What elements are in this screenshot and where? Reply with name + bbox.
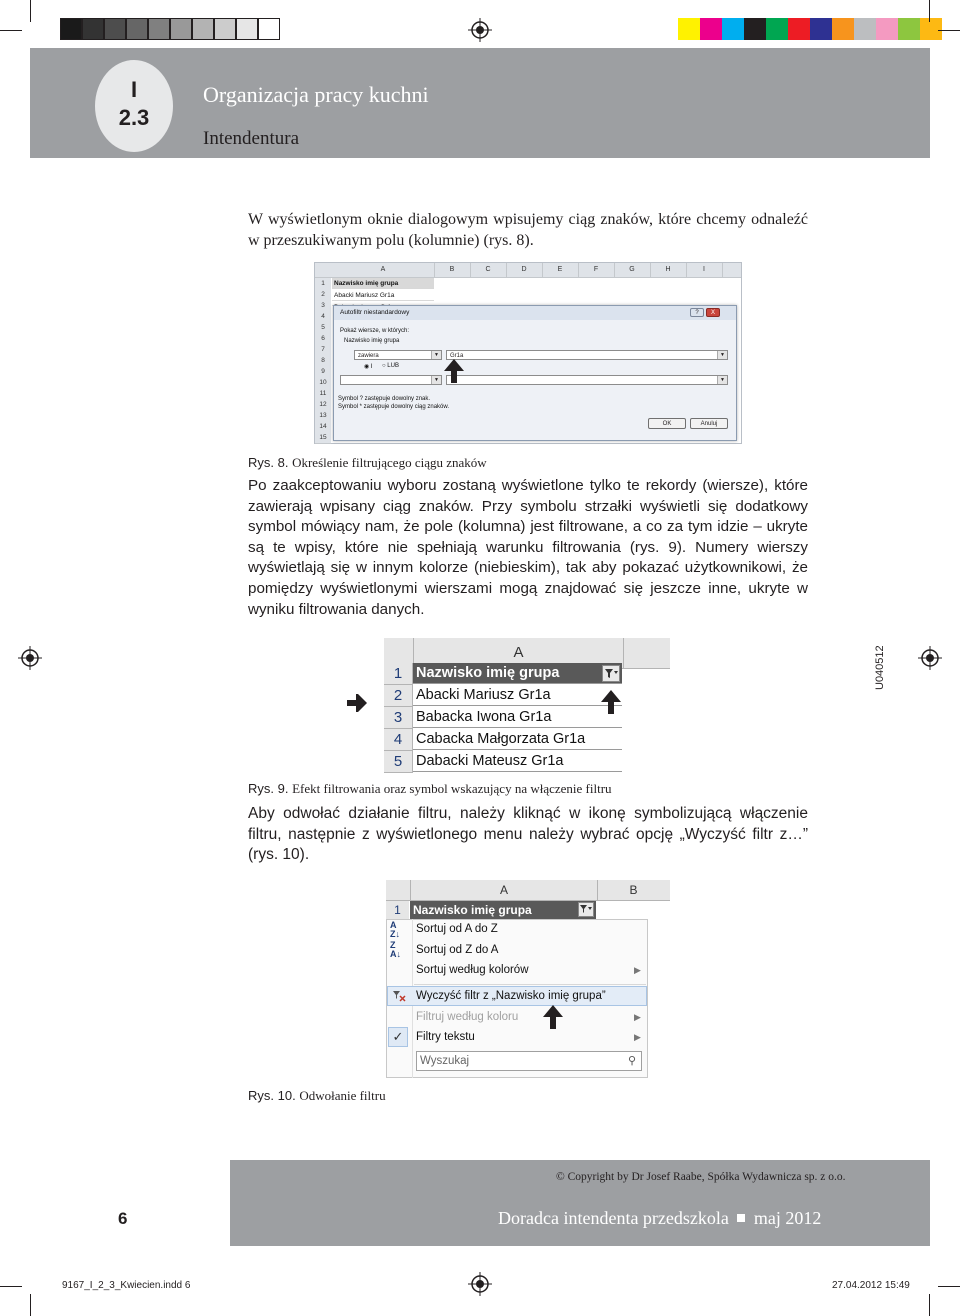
gray-swatch bbox=[192, 18, 214, 40]
sort-az-icon: A Z↓ bbox=[390, 920, 400, 939]
search-icon: ⚲ bbox=[627, 1055, 636, 1067]
spreadsheet-cell: Abacki Mariusz Gr1a bbox=[332, 290, 434, 301]
menu-item-text-filters[interactable]: Filtry tekstu bbox=[416, 1031, 475, 1043]
column-header[interactable]: A bbox=[332, 263, 435, 277]
pointer-arrow-up-icon bbox=[600, 689, 622, 715]
header-cell-text: Nazwisko imię grupa bbox=[416, 665, 560, 681]
crop-mark bbox=[929, 0, 930, 22]
square-bullet-icon bbox=[737, 1214, 745, 1222]
gray-swatch bbox=[148, 18, 170, 40]
row-number: 6 bbox=[315, 333, 331, 345]
pointer-arrow-right-icon bbox=[346, 693, 368, 713]
chapter-badge bbox=[95, 60, 173, 152]
row-number: 10 bbox=[315, 377, 331, 389]
column-header[interactable]: F bbox=[578, 263, 615, 277]
chapter-number: I bbox=[130, 77, 138, 102]
spreadsheet-cell: Nazwisko imię grupa bbox=[332, 278, 434, 289]
color-swatch bbox=[700, 18, 722, 40]
row-number: 7 bbox=[315, 344, 331, 356]
gray-swatch bbox=[236, 18, 258, 40]
hint-question-mark: Symbol ? zastępuje dowolny znak. bbox=[338, 396, 431, 402]
row-number: 15 bbox=[315, 432, 331, 444]
paragraph-filter-result: Po zaakceptowaniu wyboru zostaną wyświetlone tylko te rekordy (wiersze), które zawierają wpisany ciąg znaków. Przy symbolu strzałki wyświetli się dodatkowy symbol mówiący nam, że pole (kolumna) jest filtrowane, a co za tym idzie – ukryte są te wpisy, które nie spełniają warunku filtrowania (rys. 9). Numery wierszy wyświetlają się w innym kolorze (niebieskim), tak aby pokazać użytkownikowi, że pomiędzy wyświetlonymi wierszami mogą znajdować się jeszcze inne, ukryte w wyniku filtrowania danych. bbox=[248, 477, 808, 618]
operator-select-2[interactable] bbox=[340, 375, 442, 385]
ok-button[interactable]: OK bbox=[648, 418, 686, 429]
caption-label: Rys. 10. bbox=[248, 1088, 296, 1103]
row-number: 5 bbox=[315, 322, 331, 334]
crop-mark bbox=[30, 1294, 31, 1316]
registration-mark-icon bbox=[918, 646, 942, 670]
menu-item-sort-az[interactable]: Sortuj od A do Z bbox=[416, 923, 498, 935]
table-row: Babacka Iwona Gr1a bbox=[413, 707, 622, 728]
row-number: 3 bbox=[315, 300, 331, 312]
table-row: Cabacka Małgorzata Gr1a bbox=[413, 729, 622, 750]
row-number: 1 bbox=[386, 901, 409, 919]
menu-item-filter-by-color: Filtruj według koloru bbox=[416, 1011, 519, 1023]
filter-funnel-icon bbox=[603, 666, 619, 681]
gray-scale-bar bbox=[60, 18, 280, 40]
caption-text: Efekt filtrowania oraz symbol wskazujący na włączenie filtru bbox=[292, 781, 612, 796]
column-header[interactable]: G bbox=[614, 263, 651, 277]
publication-name: Doradca intendenta przedszkola bbox=[498, 1208, 729, 1228]
row-number: 14 bbox=[315, 421, 331, 433]
operator-value: zawiera bbox=[358, 353, 379, 359]
column-header[interactable]: H bbox=[650, 263, 687, 277]
criteria-value: Gr1a bbox=[450, 353, 464, 359]
radio-selected-icon: ◉ bbox=[364, 364, 371, 370]
paragraph-intro: W wyświetlonym oknie dialogowym wpisujemy ciąg znaków, które chcemy odnaleźć w przeszukiwanym polu (kolumnie) (rys. 8). bbox=[248, 211, 808, 249]
row-number: 3 bbox=[384, 707, 413, 729]
column-header[interactable]: I bbox=[686, 263, 723, 277]
gray-swatch bbox=[258, 18, 280, 40]
column-header[interactable]: C bbox=[470, 263, 507, 277]
row-number: 2 bbox=[315, 289, 331, 301]
crop-mark bbox=[938, 1286, 960, 1287]
search-placeholder: Wyszukaj bbox=[420, 1055, 470, 1067]
row-number: 5 bbox=[384, 751, 413, 773]
search-input[interactable] bbox=[416, 1051, 642, 1071]
pointer-arrow-up-icon bbox=[542, 1004, 564, 1030]
field-label: Nazwisko imię grupa bbox=[344, 338, 400, 344]
caption-label: Rys. 9. bbox=[248, 781, 289, 796]
radio-empty-icon: ○ bbox=[382, 363, 388, 369]
menu-separator bbox=[414, 984, 646, 985]
dropdown-icon: ▼ bbox=[431, 376, 441, 384]
dialog-title: Autofiltr niestandardowy bbox=[334, 306, 736, 320]
criteria-input[interactable] bbox=[446, 350, 728, 360]
table-row: Dabacki Mateusz Gr1a bbox=[413, 751, 622, 772]
filter-funnel-icon bbox=[579, 903, 593, 916]
criteria-input-2[interactable] bbox=[446, 375, 728, 385]
gray-swatch bbox=[104, 18, 126, 40]
gray-swatch bbox=[214, 18, 236, 40]
color-swatch bbox=[788, 18, 810, 40]
publication-title bbox=[498, 1208, 821, 1229]
menu-item-clear-filter[interactable]: Wyczyść filtr z „Nazwisko imię grupa” bbox=[416, 990, 606, 1002]
filter-active-button[interactable] bbox=[602, 665, 620, 682]
page-number: 6 bbox=[118, 1209, 128, 1228]
column-header-b[interactable]: B bbox=[629, 883, 638, 897]
column-header[interactable]: B bbox=[434, 263, 471, 277]
dropdown-icon: ▼ bbox=[717, 376, 727, 384]
copyright-notice: © Copyright by Dr Josef Raabe, Spółka Wydawnicza sp. z o.o. bbox=[556, 1171, 846, 1183]
submenu-arrow-icon: ▶ bbox=[634, 1032, 641, 1042]
caption-text: Odwołanie filtru bbox=[299, 1088, 386, 1103]
header-cell bbox=[413, 663, 622, 684]
menu-item-sort-by-color[interactable]: Sortuj według kolorów bbox=[416, 964, 529, 976]
pointer-arrow-up-icon bbox=[443, 358, 465, 384]
caption-label: Rys. 8. bbox=[248, 455, 289, 470]
column-header-a[interactable]: A bbox=[410, 880, 598, 900]
table-row: Abacki Mariusz Gr1a bbox=[413, 685, 622, 706]
menu-item-sort-za[interactable]: Sortuj od Z do A bbox=[416, 944, 499, 956]
file-slug: 9167_I_2_3_Kwiecien.indd 6 bbox=[62, 1280, 191, 1291]
figure-9-caption bbox=[248, 781, 612, 797]
row-number: 11 bbox=[315, 388, 331, 400]
figure-10-screenshot bbox=[386, 880, 670, 1078]
color-swatch bbox=[920, 18, 942, 40]
color-swatch bbox=[876, 18, 898, 40]
submenu-arrow-icon: ▶ bbox=[634, 1012, 641, 1022]
row-number: 4 bbox=[315, 311, 331, 323]
radio-or-label: LUB bbox=[387, 363, 399, 369]
filter-active-button[interactable] bbox=[578, 902, 594, 917]
row-number: 9 bbox=[315, 366, 331, 378]
operator-select[interactable] bbox=[354, 350, 442, 360]
color-swatch bbox=[766, 18, 788, 40]
row-number: 4 bbox=[384, 729, 413, 751]
issue-date: maj 2012 bbox=[753, 1208, 822, 1228]
document-code: U040512 bbox=[874, 645, 886, 690]
registration-mark-icon bbox=[18, 646, 42, 670]
figure-8-caption bbox=[248, 455, 487, 471]
gray-swatch bbox=[170, 18, 192, 40]
autofilter-dialog bbox=[333, 305, 737, 441]
gray-swatch bbox=[60, 18, 82, 40]
row-number: 8 bbox=[315, 355, 331, 367]
registration-mark-icon bbox=[468, 18, 492, 42]
color-swatch bbox=[832, 18, 854, 40]
paragraph-clear-filter: Aby odwołać działanie filtru, należy kliknąć w ikonę symbolizującą włączenie filtru, następnie z wyświetlonego menu należy wybrać opcję „Wyczyść filtr z…” (rys. 10). bbox=[248, 805, 808, 864]
color-swatch bbox=[744, 18, 766, 40]
checkmark-icon: ✓ bbox=[388, 1027, 408, 1047]
column-header-a[interactable]: A bbox=[413, 638, 624, 668]
crop-mark bbox=[929, 1294, 930, 1316]
radio-and[interactable] bbox=[364, 363, 373, 370]
crop-mark bbox=[0, 1286, 22, 1287]
column-header[interactable]: D bbox=[506, 263, 543, 277]
gray-swatch bbox=[82, 18, 104, 40]
color-control-bar bbox=[678, 18, 942, 40]
section-number: 2.3 bbox=[118, 105, 150, 130]
radio-or[interactable] bbox=[382, 363, 399, 369]
color-swatch bbox=[678, 18, 700, 40]
registration-mark-icon bbox=[468, 1272, 492, 1296]
footer-page-number-area bbox=[30, 1160, 230, 1246]
gray-swatch bbox=[126, 18, 148, 40]
dropdown-icon: ▼ bbox=[717, 351, 727, 359]
cancel-button[interactable]: Anuluj bbox=[690, 418, 728, 429]
figure-8-screenshot bbox=[314, 262, 742, 444]
close-button[interactable]: X bbox=[706, 308, 720, 317]
figure-10-caption bbox=[248, 1088, 386, 1104]
radio-and-label: I bbox=[370, 364, 373, 370]
color-swatch bbox=[810, 18, 832, 40]
submenu-arrow-icon: ▶ bbox=[634, 965, 641, 975]
row-number: 12 bbox=[315, 399, 331, 411]
crop-mark bbox=[30, 0, 31, 22]
help-button[interactable]: ? bbox=[690, 308, 704, 317]
crop-mark bbox=[938, 30, 960, 31]
row-number: 1 bbox=[315, 278, 331, 290]
column-header[interactable]: E bbox=[542, 263, 579, 277]
color-swatch bbox=[722, 18, 744, 40]
dropdown-icon: ▼ bbox=[431, 351, 441, 359]
row-number: 2 bbox=[384, 685, 413, 707]
section-title: Intendentura bbox=[203, 128, 300, 149]
clear-filter-icon bbox=[392, 989, 406, 1002]
sort-za-icon: Z A↓ bbox=[390, 940, 401, 959]
header-cell: Nazwisko imię grupa bbox=[410, 901, 596, 919]
date-slug: 27.04.2012 15:49 bbox=[832, 1280, 910, 1291]
show-rows-label: Pokaż wiersze, w których: bbox=[340, 328, 410, 334]
crop-mark bbox=[0, 30, 22, 31]
color-swatch bbox=[854, 18, 876, 40]
row-number: 1 bbox=[384, 663, 413, 685]
figure-9-screenshot bbox=[384, 630, 670, 776]
chapter-title: Organizacja pracy kuchni bbox=[203, 82, 429, 107]
hint-asterisk: Symbol * zastępuje dowolny ciąg znaków. bbox=[338, 404, 450, 410]
color-swatch bbox=[898, 18, 920, 40]
row-number: 13 bbox=[315, 410, 331, 422]
caption-text: Określenie filtrującego ciągu znaków bbox=[292, 455, 487, 470]
